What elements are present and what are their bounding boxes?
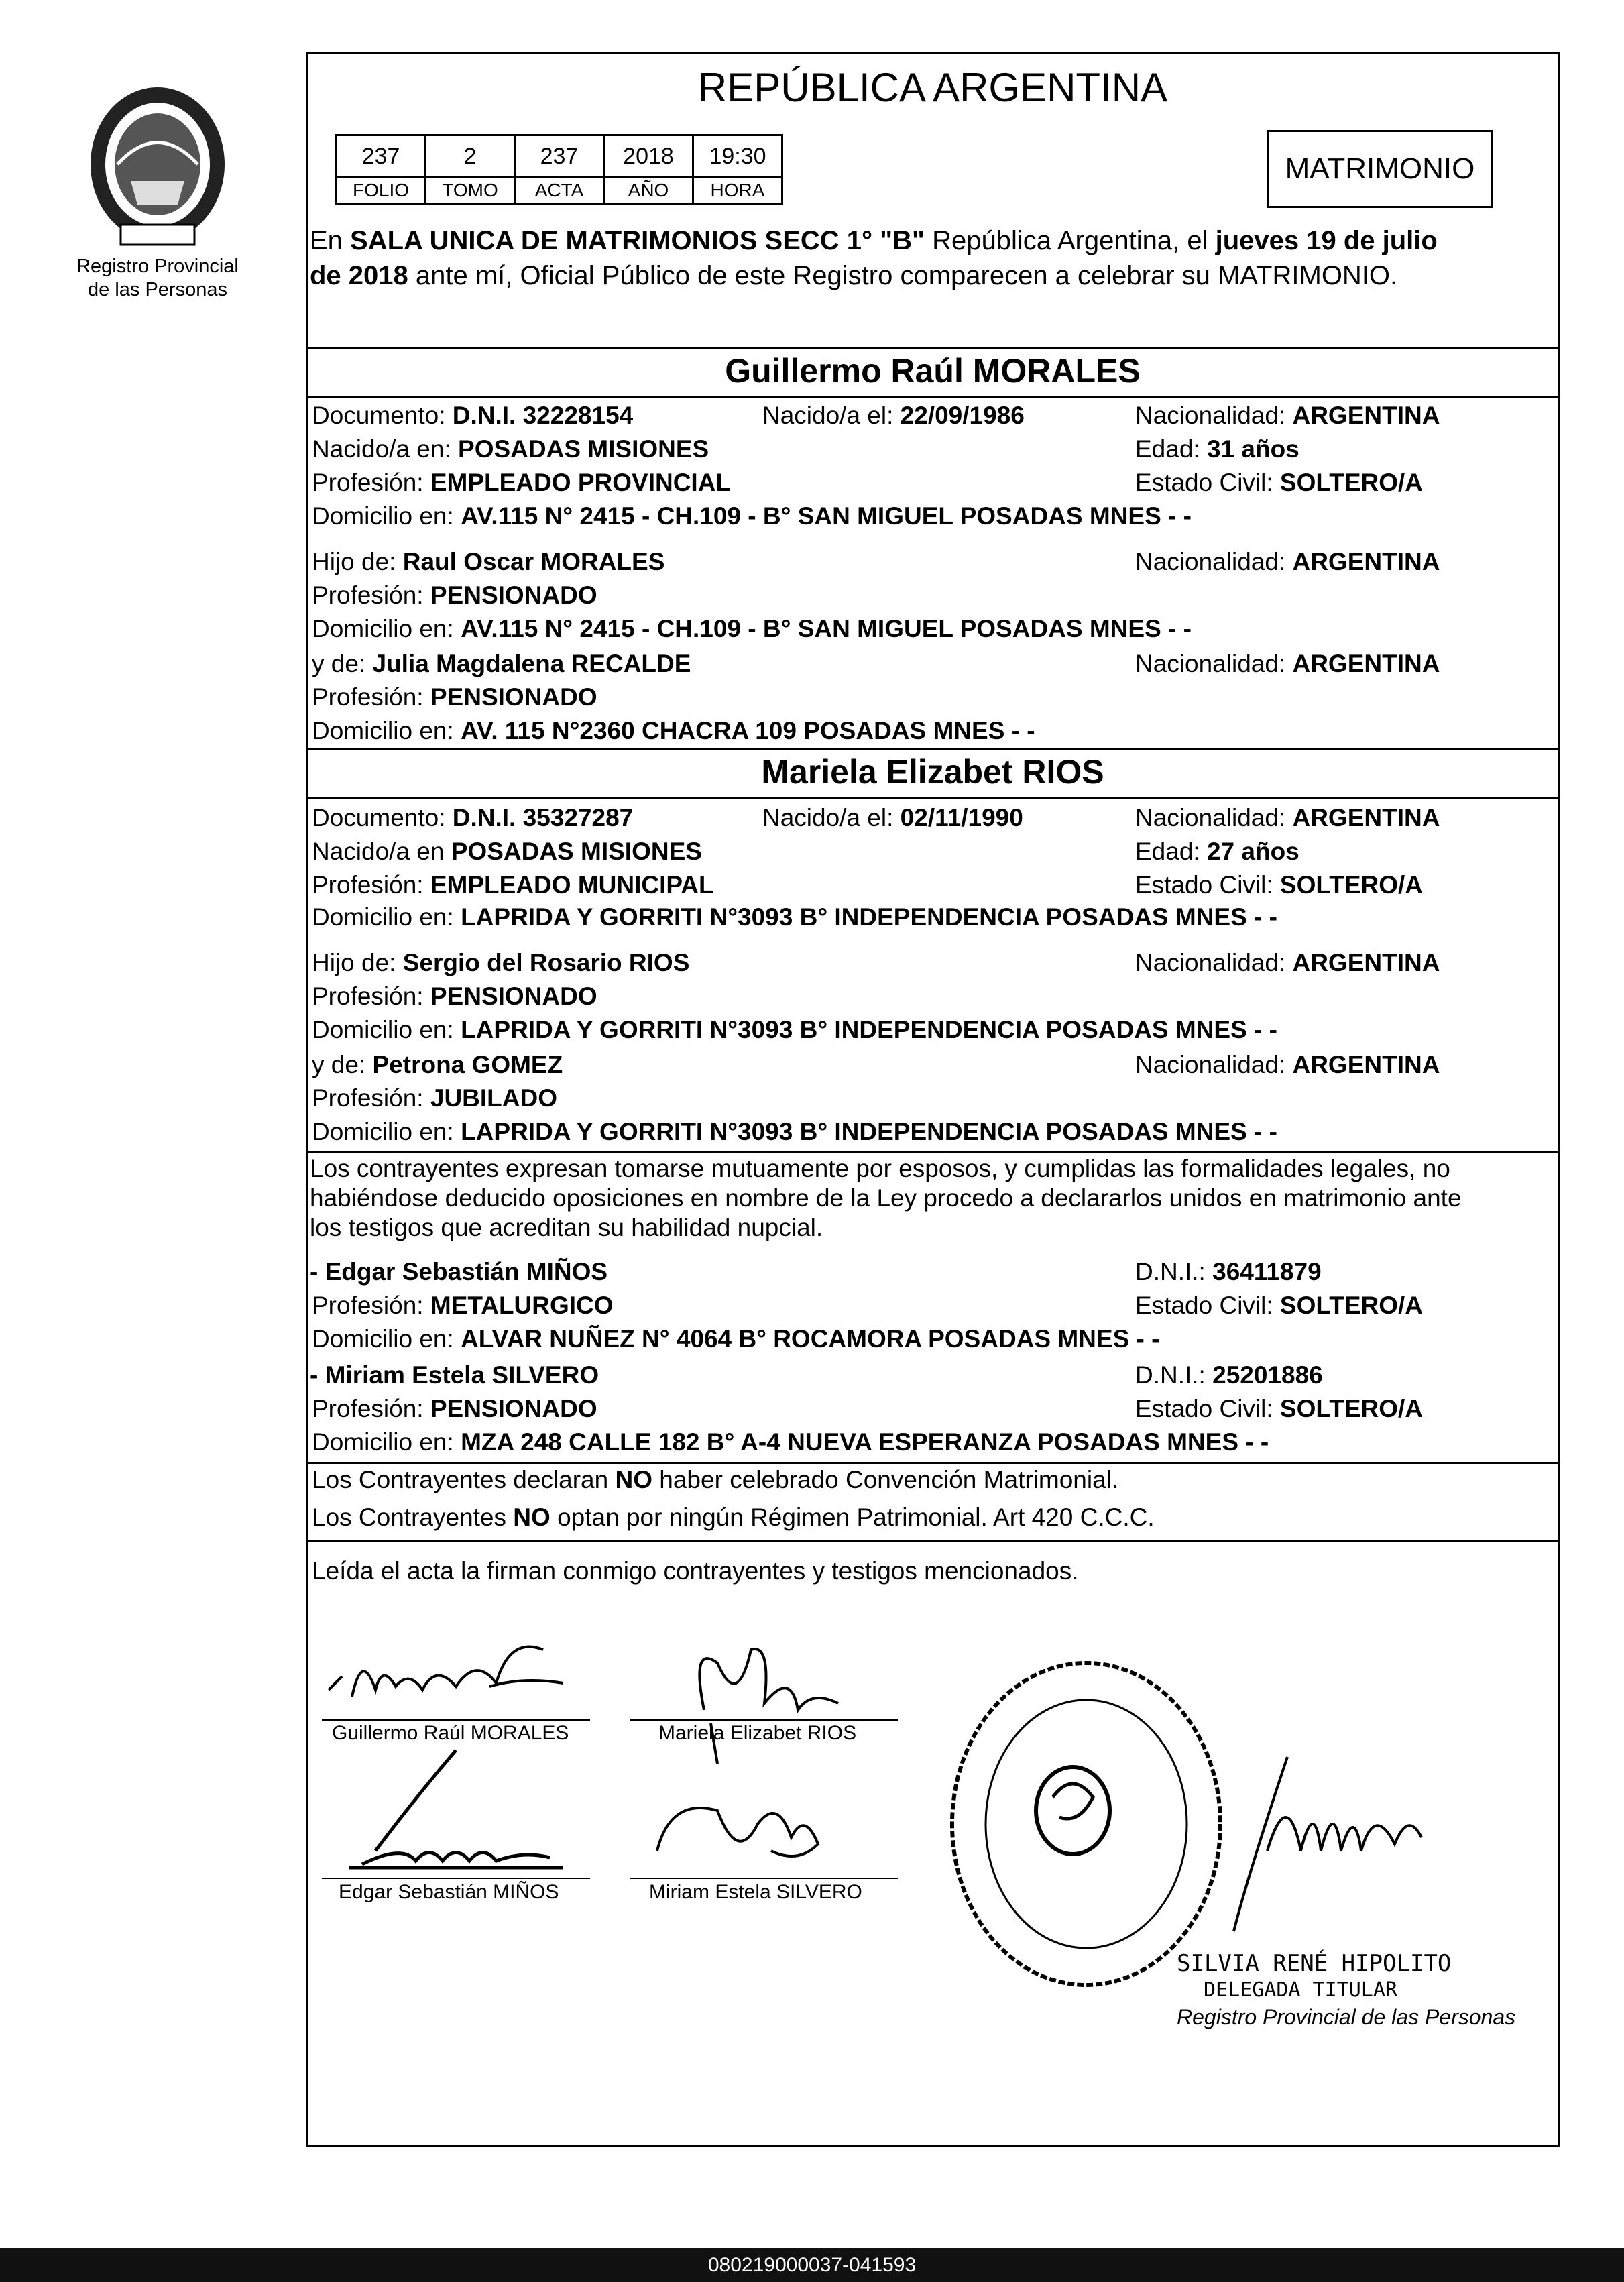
folio-label: FOLIO	[337, 178, 426, 204]
c1-madre: y de: Julia Magdalena RECALDE	[312, 650, 691, 677]
divider-name1	[306, 396, 1560, 398]
c2-domicilio: Domicilio en: LAPRIDA Y GORRITI N°3093 B° INDEPENDENCIA POSADAS MNES - -	[312, 903, 1277, 931]
declaration-line-3: los testigos que acreditan su habilidad nupcial.	[310, 1214, 823, 1241]
declaration-line-1: Los contrayentes expresan tomarse mutuamente por esposos, y cumplidas las formalidades legales, no	[310, 1155, 1450, 1182]
hora-label: HORA	[693, 178, 782, 204]
record-meta-table	[335, 134, 783, 205]
c2-edad: Edad: 27 años	[1135, 838, 1299, 865]
c1-padre-domicilio: Domicilio en: AV.115 N° 2415 - CH.109 - B° SAN MIGUEL POSADAS MNES - -	[312, 615, 1192, 642]
testigo1-dni: D.N.I.: 36411879	[1135, 1258, 1322, 1286]
testigo2-domicilio: Domicilio en: MZA 248 CALLE 182 B° A-4 NUEVA ESPERANZA POSADAS MNES - -	[312, 1428, 1269, 1456]
document-type-box: MATRIMONIO	[1267, 130, 1493, 208]
divider-name2	[306, 797, 1560, 799]
c1-nacido-en: Nacido/a en: POSADAS MISIONES	[312, 435, 709, 463]
intro-line-1: En SALA UNICA DE MATRIMONIOS SECC 1° "B" República Argentina, el jueves 19 de julio	[310, 226, 1438, 255]
testigo1-profesion: Profesión: METALURGICO	[312, 1292, 614, 1319]
registry-stamp-icon	[939, 1650, 1234, 1998]
c1-nacionalidad: Nacionalidad: ARGENTINA	[1135, 402, 1440, 429]
divider-convention	[306, 1462, 1560, 1464]
convention-line-2: Los Contrayentes NO optan por ningún Régimen Patrimonial. Art 420 C.C.C.	[312, 1503, 1155, 1531]
signature-label-2: Mariela Elizabet RIOS	[658, 1722, 857, 1744]
official-role: DELEGADA TITULAR	[1204, 1978, 1397, 2002]
logo-caption-2: de las Personas	[88, 279, 227, 300]
c2-madre-profesion: Profesión: JUBILADO	[312, 1084, 557, 1112]
c2-padre-profesion: Profesión: PENSIONADO	[312, 982, 597, 1010]
logo-caption-1: Registro Provincial	[76, 255, 239, 277]
c2-madre: y de: Petrona GOMEZ	[312, 1051, 563, 1078]
c1-padre: Hijo de: Raul Oscar MORALES	[312, 548, 665, 575]
province-seal-icon	[84, 80, 231, 255]
signature-morales	[322, 1623, 590, 1717]
c2-nacido-el: Nacido/a el: 02/11/1990	[762, 804, 1023, 832]
c1-madre-nacionalidad: Nacionalidad: ARGENTINA	[1135, 650, 1440, 677]
signature-line-2	[630, 1719, 898, 1721]
signature-label-3: Edgar Sebastián MIÑOS	[339, 1881, 559, 1903]
c2-documento: Documento: D.N.I. 35327287	[312, 804, 634, 832]
c2-nacido-en: Nacido/a en POSADAS MISIONES	[312, 838, 702, 865]
c1-estado-civil: Estado Civil: SOLTERO/A	[1135, 469, 1424, 496]
c1-documento: Documento: D.N.I. 32228154	[312, 402, 634, 429]
signature-minos	[322, 1744, 603, 1878]
hora-value: 19:30	[693, 135, 782, 178]
anio-label: AÑO	[604, 178, 693, 204]
c1-madre-domicilio: Domicilio en: AV. 115 N°2360 CHACRA 109 POSADAS MNES - -	[312, 717, 1035, 744]
official-office: Registro Provincial de las Personas	[1177, 2005, 1516, 2029]
divider-declaration	[306, 1151, 1560, 1153]
anio-value: 2018	[604, 135, 693, 178]
testigo2-dni: D.N.I.: 25201886	[1135, 1361, 1323, 1389]
c2-madre-nacionalidad: Nacionalidad: ARGENTINA	[1135, 1051, 1440, 1078]
c1-madre-profesion: Profesión: PENSIONADO	[312, 683, 597, 711]
convention-line-1: Los Contrayentes declaran NO haber celebrado Convención Matrimonial.	[312, 1466, 1119, 1493]
c1-profesion: Profesión: EMPLEADO PROVINCIAL	[312, 469, 732, 496]
testigo2-estado-civil: Estado Civil: SOLTERO/A	[1135, 1395, 1424, 1422]
tomo-value: 2	[426, 135, 515, 178]
c1-domicilio: Domicilio en: AV.115 N° 2415 - CH.109 - B° SAN MIGUEL POSADAS MNES - -	[312, 502, 1192, 530]
footer-barcode-text: 080219000037-041593	[0, 2248, 1624, 2282]
signature-line-1	[322, 1719, 590, 1721]
page-title: REPÚBLICA ARGENTINA	[697, 65, 1168, 110]
signature-silvero	[644, 1784, 898, 1891]
contrayente2-name: Mariela Elizabet RIOS	[761, 753, 1104, 791]
official-name: SILVIA RENÉ HIPOLITO	[1177, 1950, 1452, 1977]
signature-label-4: Miriam Estela SILVERO	[649, 1881, 862, 1903]
contrayente1-name: Guillermo Raúl MORALES	[725, 352, 1141, 390]
signature-label-1: Guillermo Raúl MORALES	[332, 1722, 569, 1744]
testigo1-estado-civil: Estado Civil: SOLTERO/A	[1135, 1292, 1424, 1319]
testigo2-profesion: Profesión: PENSIONADO	[312, 1395, 597, 1422]
c2-padre: Hijo de: Sergio del Rosario RIOS	[312, 949, 690, 976]
testigo1-domicilio: Domicilio en: ALVAR NUÑEZ N° 4064 B° ROCAMORA POSADAS MNES - -	[312, 1325, 1160, 1353]
divider-header	[306, 347, 1560, 349]
tomo-label: TOMO	[426, 178, 515, 204]
c2-padre-domicilio: Domicilio en: LAPRIDA Y GORRITI N°3093 B° INDEPENDENCIA POSADAS MNES - -	[312, 1016, 1277, 1043]
signature-line-3	[322, 1878, 590, 1879]
c2-profesion: Profesión: EMPLEADO MUNICIPAL	[312, 871, 714, 899]
c1-edad: Edad: 31 años	[1135, 435, 1299, 463]
c2-estado-civil: Estado Civil: SOLTERO/A	[1135, 871, 1424, 899]
c2-madre-domicilio: Domicilio en: LAPRIDA Y GORRITI N°3093 B° INDEPENDENCIA POSADAS MNES - -	[312, 1118, 1277, 1145]
c1-padre-profesion: Profesión: PENSIONADO	[312, 581, 597, 609]
acta-label: ACTA	[515, 178, 604, 204]
registry-logo	[67, 80, 248, 302]
c2-padre-nacionalidad: Nacionalidad: ARGENTINA	[1135, 949, 1440, 976]
c1-nacido-el: Nacido/a el: 22/09/1986	[762, 402, 1025, 429]
official-signature	[1207, 1744, 1475, 1945]
divider-section2	[306, 748, 1560, 750]
closing-text: Leída el acta la firman conmigo contrayentes y testigos mencionados.	[312, 1557, 1079, 1585]
c2-nacionalidad: Nacionalidad: ARGENTINA	[1135, 804, 1440, 832]
testigo2-name: - Miriam Estela SILVERO	[310, 1361, 599, 1389]
divider-closing	[306, 1540, 1560, 1542]
declaration-line-2: habiéndose deducido oposiciones en nombre de la Ley procedo a declararlos unidos en matrimonio ante	[310, 1184, 1462, 1212]
testigo1-name: - Edgar Sebastián MIÑOS	[310, 1258, 608, 1286]
c1-padre-nacionalidad: Nacionalidad: ARGENTINA	[1135, 548, 1440, 575]
signature-line-4	[630, 1878, 898, 1879]
intro-line-2: de 2018 ante mí, Oficial Público de este Registro comparecen a celebrar su MATRIMONIO.	[310, 261, 1398, 290]
acta-value: 237	[515, 135, 604, 178]
folio-value: 237	[337, 135, 426, 178]
